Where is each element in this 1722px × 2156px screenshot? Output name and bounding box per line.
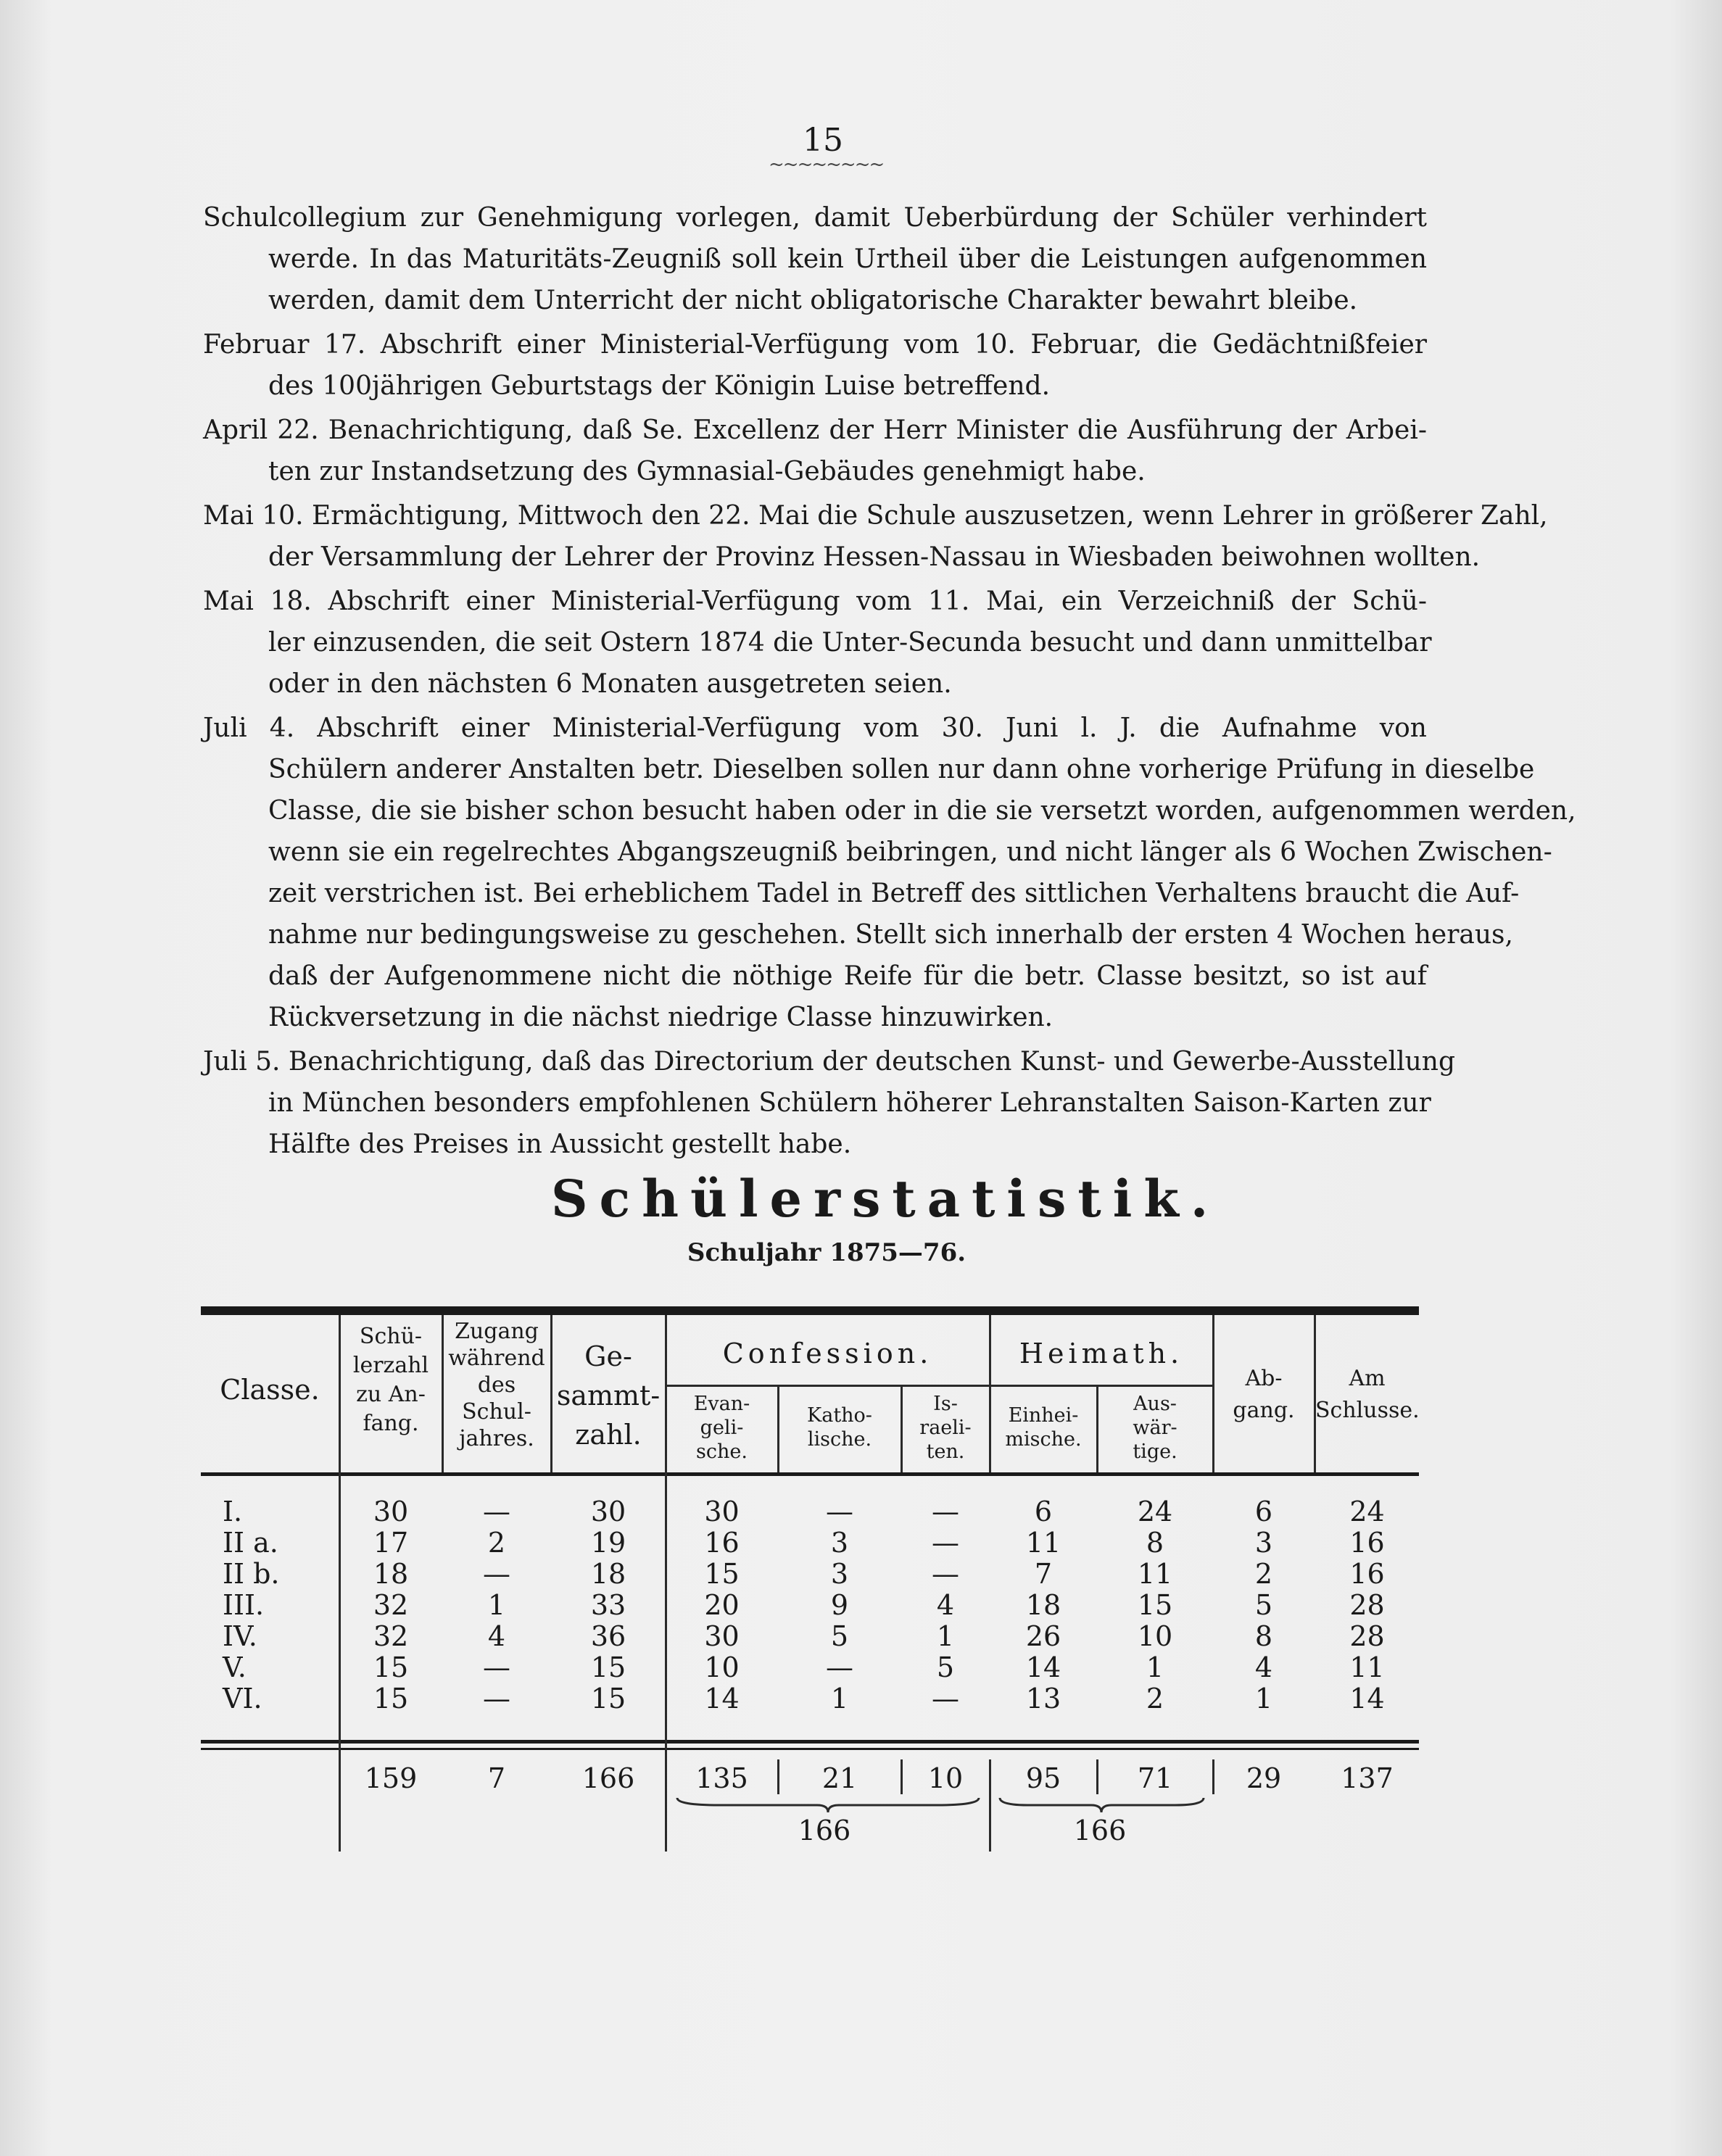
paragraph-line: April 22. Benachrichtigung, daß Se. Excellenz der Herr Minister die Ausführung der Arbei- [203, 415, 1427, 445]
table-cell: 6 [1034, 1496, 1053, 1527]
header-evangelisch-line: sche. [696, 1440, 748, 1463]
paragraph [203, 410, 1427, 492]
header-evangelisch-line: Evan- [693, 1393, 750, 1415]
table-cell: 4 [487, 1620, 506, 1652]
paragraph-line: Juli 5. Benachrichtigung, daß das Directorium der deutschen Kunst- und Gewerbe-Ausstellung [203, 1047, 1456, 1077]
header-israelitisch-line: raeli- [919, 1417, 972, 1439]
table-cell: 15 [590, 1683, 626, 1715]
total-cell: 7 [487, 1762, 506, 1794]
header-anfang-line: zu An- [356, 1382, 426, 1407]
table-cell: 3 [830, 1527, 849, 1559]
table-cell: — [483, 1683, 510, 1715]
table-cell: 14 [1349, 1683, 1385, 1715]
row-label: III. [223, 1589, 265, 1621]
table-cell: 2 [1254, 1558, 1273, 1590]
paragraph [203, 324, 1427, 407]
table-cell: 30 [590, 1496, 626, 1527]
header-katholisch [779, 1404, 901, 1451]
paragraph-line: Schulcollegium zur Genehmigung vorlegen, damit Ueberbürdung der Schüler verhindert [203, 203, 1427, 233]
table-cell: 2 [487, 1527, 506, 1559]
table-cell: 4 [936, 1589, 955, 1621]
header-evangelisch [666, 1392, 777, 1464]
header-gesammt-line: Ge- [584, 1340, 632, 1372]
table-cell: 11 [1025, 1527, 1061, 1559]
table-cell: 10 [704, 1651, 740, 1683]
table-cell: 16 [704, 1527, 740, 1559]
table-cell: 32 [373, 1589, 409, 1621]
header-confession: Confession. [722, 1338, 933, 1369]
statistics-title: Schülerstatistik. [551, 1169, 1220, 1229]
table-cell: 14 [704, 1683, 740, 1715]
table-cell: 15 [1137, 1589, 1173, 1621]
paragraph-line: Hälfte des Preises in Aussicht gestellt habe. [268, 1129, 852, 1159]
table-cell: — [932, 1683, 959, 1715]
header-evangelisch-line: geli- [700, 1417, 744, 1439]
table-cell: 6 [1254, 1496, 1273, 1527]
row-label: I. [223, 1496, 243, 1527]
table-cell: 11 [1349, 1651, 1385, 1683]
table-cell: 3 [830, 1558, 849, 1590]
paragraph [203, 708, 1576, 1038]
table-cell: 1 [487, 1589, 506, 1621]
statistics-table [201, 1306, 1419, 1857]
header-zugang-line: Schul- [462, 1399, 531, 1425]
table-cell: 4 [1254, 1651, 1273, 1683]
table-cell: 1 [830, 1683, 849, 1715]
table-cell: 36 [590, 1620, 626, 1652]
total-cell: 135 [695, 1762, 748, 1794]
table-body-rule-2 [201, 1748, 1419, 1750]
confession-sum: 166 [798, 1815, 851, 1846]
paragraph [203, 495, 1548, 578]
paragraph-line: zeit verstrichen ist. Bei erheblichem Tadel in Betreff des sittlichen Verhaltens braucht die Auf- [268, 879, 1520, 908]
table-cell: 24 [1137, 1496, 1173, 1527]
table-cell: — [932, 1527, 959, 1559]
paragraph [203, 1041, 1456, 1165]
header-schluss-line: Am [1349, 1366, 1386, 1391]
header-auswaertig-line: wär- [1133, 1417, 1177, 1439]
table-cell: 30 [704, 1496, 740, 1527]
paragraph-line: ler einzusenden, die seit Ostern 1874 die Unter-Secunda besucht und dann unmittelbar [268, 628, 1432, 658]
header-israelitisch-line: ten. [926, 1440, 965, 1463]
table-cell: 28 [1349, 1589, 1385, 1621]
table-cell: 32 [373, 1620, 409, 1652]
paragraph-line: Februar 17. Abschrift einer Ministerial-Verfügung vom 10. Februar, die Gedächtnißfeier [203, 330, 1427, 360]
table-cell: 30 [704, 1620, 740, 1652]
table-cell: 1 [1254, 1683, 1273, 1715]
header-zugang-line: jahres. [459, 1426, 534, 1451]
table-cell: 5 [1254, 1589, 1273, 1621]
header-abgang-line: Ab- [1245, 1366, 1283, 1391]
table-cell: — [483, 1496, 510, 1527]
table-cell: — [826, 1651, 853, 1683]
header-abgang [1214, 1363, 1314, 1427]
header-zugang-line: während [448, 1346, 545, 1371]
table-cell: — [932, 1496, 959, 1527]
table-cell: 15 [590, 1651, 626, 1683]
table-cell: 1 [1146, 1651, 1164, 1683]
header-zugang-line: Zugang [455, 1319, 539, 1344]
table-cell: 18 [590, 1558, 626, 1590]
paragraph-line: der Versammlung der Lehrer der Provinz Hessen-Nassau in Wiesbaden beiwohnen wollten. [268, 542, 1481, 572]
table-cell: 20 [704, 1589, 740, 1621]
total-cell: 166 [581, 1762, 635, 1794]
header-gesammt-line: sammt- [556, 1380, 661, 1411]
table-cell: 15 [704, 1558, 740, 1590]
table-cell: 15 [373, 1651, 409, 1683]
heimath-subheader-line [989, 1385, 1212, 1387]
header-auswaertig-line: Aus- [1133, 1393, 1177, 1415]
total-cell: 137 [1341, 1762, 1394, 1794]
paragraph-line: oder in den nächsten 6 Monaten ausgetreten seien. [268, 669, 952, 699]
row-label: V. [223, 1651, 247, 1683]
table-cell: 33 [590, 1589, 626, 1621]
header-einheimisch [990, 1404, 1096, 1451]
total-cell: 21 [821, 1762, 858, 1794]
paragraph [203, 581, 1432, 705]
table-cell: 24 [1349, 1496, 1385, 1527]
table-cell: 10 [1137, 1620, 1173, 1652]
paragraph-line: Mai 18. Abschrift einer Ministerial-Verfügung vom 11. Mai, ein Verzeichniß der Schü- [203, 586, 1427, 616]
table-cell: 9 [830, 1589, 849, 1621]
body-text [203, 197, 1576, 1166]
total-cell: 95 [1025, 1762, 1061, 1794]
table-cell: — [483, 1651, 510, 1683]
paragraph [203, 197, 1427, 321]
header-abgang-line: gang. [1233, 1398, 1295, 1423]
table-cell: 8 [1254, 1620, 1273, 1652]
table-cell: 26 [1025, 1620, 1061, 1652]
table-cell: 5 [830, 1620, 849, 1652]
row-label: II a. [223, 1527, 278, 1559]
table-cell: 15 [373, 1683, 409, 1715]
heimath-sum: 166 [1073, 1815, 1127, 1846]
table-cell: 1 [936, 1620, 955, 1652]
page-number: 15 [803, 122, 843, 159]
row-label: II b. [223, 1558, 280, 1590]
header-schluss-line: Schlusse. [1315, 1398, 1420, 1423]
header-zugang-line: des [477, 1372, 516, 1398]
table-cell: 17 [373, 1527, 409, 1559]
paragraph-line: in München besonders empfohlenen Schülern höherer Lehranstalten Saison-Karten zur [268, 1088, 1431, 1118]
table-cell: 18 [1025, 1589, 1061, 1621]
header-einheimisch-line: mische. [1005, 1428, 1082, 1451]
table-cell: 5 [936, 1651, 955, 1683]
table-cell: 28 [1349, 1620, 1385, 1652]
header-einheimisch-line: Einhei- [1008, 1404, 1079, 1427]
total-cell: 29 [1246, 1762, 1282, 1794]
table-body-rule [201, 1740, 1419, 1744]
table-cell: — [483, 1558, 510, 1590]
page-number-ornament: ~~~~~~~~ [769, 154, 884, 175]
header-israelitisch-line: Is- [933, 1393, 958, 1415]
confession-subheader-line [665, 1385, 989, 1387]
table-cell: 16 [1349, 1527, 1385, 1559]
table-cell: 14 [1025, 1651, 1061, 1683]
header-anfang-line: fang. [363, 1411, 419, 1436]
confession-brace-icon [676, 1796, 980, 1814]
header-anfang [340, 1322, 442, 1438]
row-label: VI. [223, 1683, 262, 1715]
paragraph-line: Classe, die sie bisher schon besucht haben oder in die sie versetzt worden, aufgenommen werden, [268, 796, 1576, 826]
paragraph-line: ten zur Instandsetzung des Gymnasial-Gebäudes genehmigt habe. [268, 457, 1146, 486]
table-cell: — [826, 1496, 853, 1527]
paragraph-line: daß der Aufgenommene nicht die nöthige Reife für die betr. Classe besitzt, so ist auf [268, 961, 1427, 991]
paragraph-line: Mai 10. Ermächtigung, Mittwoch den 22. Mai die Schule auszusetzen, wenn Lehrer in größerer Zahl, [203, 501, 1548, 531]
paragraph-line: Schülern anderer Anstalten betr. Dieselben sollen nur dann ohne vorherige Prüfung in dieselbe [268, 755, 1535, 784]
row-label: IV. [223, 1620, 257, 1652]
table-cell: 30 [373, 1496, 409, 1527]
table-top-rule [201, 1306, 1419, 1315]
table-cell: 13 [1025, 1683, 1061, 1715]
paragraph-line: des 100jährigen Geburtstags der Königin Luise betreffend. [268, 371, 1051, 401]
table-cell: 2 [1146, 1683, 1164, 1715]
paragraph-line: werden, damit dem Unterricht der nicht obligatorische Charakter bewahrt bleibe. [268, 286, 1358, 315]
header-anfang-line: lerzahl [352, 1353, 429, 1378]
paragraph-line: nahme nur bedingungsweise zu geschehen. Stellt sich innerhalb der ersten 4 Wochen heraus, [268, 920, 1513, 950]
total-cell: 10 [927, 1762, 964, 1794]
header-gesammt-line: zahl. [575, 1419, 642, 1451]
table-cell: 11 [1137, 1558, 1173, 1590]
header-katholisch-line: Katho- [807, 1404, 872, 1427]
total-cell: 71 [1137, 1762, 1173, 1794]
paragraph-line: Rückversetzung in die nächst niedrige Classe hinzuwirken. [268, 1003, 1054, 1032]
table-cell: — [932, 1558, 959, 1590]
total-cell: 159 [364, 1762, 418, 1794]
table-header-rule [201, 1472, 1419, 1476]
table-cell: 3 [1254, 1527, 1273, 1559]
header-anfang-line: Schü- [359, 1324, 423, 1349]
paragraph-line: wenn sie ein regelrechtes Abgangszeugniß beibringen, und nicht länger als 6 Wochen Zwischen- [268, 837, 1552, 867]
header-zugang [443, 1318, 550, 1452]
table-cell: 16 [1349, 1558, 1385, 1590]
paragraph-line: werde. In das Maturitäts-Zeugniß soll kein Urtheil über die Leistungen aufgenommen [268, 244, 1427, 274]
header-auswaertig-line: tige. [1133, 1440, 1177, 1463]
paragraph-line: Juli 4. Abschrift einer Ministerial-Verfügung vom 30. Juni l. J. die Aufnahme von [203, 713, 1427, 743]
table-cell: 8 [1146, 1527, 1164, 1559]
table-cell: 7 [1034, 1558, 1053, 1590]
header-classe: Classe. [220, 1374, 320, 1406]
heimath-brace-icon [998, 1796, 1205, 1814]
table-cell: 19 [590, 1527, 626, 1559]
header-israelitisch [902, 1392, 989, 1464]
statistics-subtitle: Schuljahr 1875—76. [687, 1238, 966, 1267]
header-heimath: Heimath. [1019, 1338, 1184, 1369]
header-katholisch-line: lische. [807, 1428, 872, 1451]
header-auswaertig [1098, 1392, 1212, 1464]
header-gesammt [552, 1337, 665, 1454]
header-schluss [1315, 1363, 1419, 1427]
table-cell: 18 [373, 1558, 409, 1590]
